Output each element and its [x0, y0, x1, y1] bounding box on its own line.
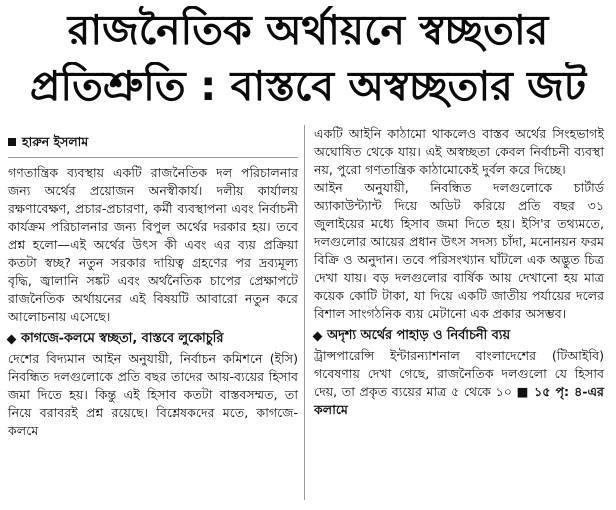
left-subhead-text: কাগজে-কলমে স্বচ্ছতা, বাস্তবে লুকোচুরি — [21, 331, 224, 346]
byline-author: হারুন ইসলাম — [22, 134, 89, 149]
byline-square-icon — [8, 138, 16, 146]
column-divider — [304, 125, 305, 500]
byline-rule — [8, 157, 298, 158]
subhead-diamond-icon — [313, 331, 323, 341]
headline-line-1: রাজনৈতিক অর্থায়নে স্বচ্ছতার — [67, 6, 549, 54]
headline-line-2: প্রতিশ্রুতি : বাস্তবে অস্বচ্ছতার জট — [29, 62, 587, 110]
right-subhead — [314, 327, 604, 345]
right-paragraph-1: একটি আইনি কাঠামো থাকলেও বাস্তব অর্থের সিংহভাগই অঘোষিত থেকে যায়। এই অস্বচ্ছতা কেবল নির্বাচনী ব্যবস্থা নয়, পুরো গণতান্ত্রিক কাঠামোকেই দুর্বল করে দিচ্ছে। — [314, 126, 604, 177]
continue-marker: ■ ১৫ পৃ: ৪-এর কলামে — [314, 384, 604, 417]
left-paragraph-1: গণতান্ত্রিক ব্যবস্থায় একটি রাজনৈতিক দল পরিচালনার জন্য অর্থের প্রয়োজন অনস্বীকার্য। দলীয় কার্যালয় রক্ষণাবেক্ষণ, প্রচার-প্রচারণা, কর্মী ব্যবস্থাপনা এবং নির্বাচনী কার্যক্রম পরিচালনার জন্য বিপুল অর্থের দরকার হয়। তবে প্রশ্ন হলো—এই অর্থের উৎস কী এবং এর ব্যয় প্রক্রিয়া কতটা স্বচ্ছ? নতুন সরকার দায়িত্ব গ্রহণের পর দ্রব্যমূল্য বৃদ্ধি, জ্বালানি সঙ্কট এবং অর্থনৈতিক চাপের প্রেক্ষাপটে রাজনৈতিক অর্থায়নের এই বিষয়টি আবারো নতুন করে আলোচনায় এসেছে। — [8, 165, 298, 324]
left-paragraph-2: দেশের বিদ্যমান আইন অনুযায়ী, নির্বাচন কমিশনে (ইসি) নিবন্ধিত দলগুলোকে প্রতি বছর তাদের আয়-ব্যয়ের হিসাব জমা দিতে হয়। কিন্তু এই হিসাব কতটা বাস্তবসম্মত, তা নিয়ে বরাবরই প্রশ্ন রয়েছে। বিশ্লেষকদের মতে, কাগজে-কলমে — [8, 351, 298, 438]
right-paragraph-3 — [314, 347, 604, 419]
left-subhead — [8, 330, 298, 348]
right-paragraph-3-text: ট্রান্সপারেন্সি ইন্টারন্যাশনাল বাংলাদেশের (টিআইবি) গবেষণায় দেখা গেছে, রাজনৈতিক দলগুলো যে হিসাব দেয়, তা প্রকৃত ব্যয়ের মাত্র ৫ থেকে ১০ — [314, 348, 604, 399]
subhead-diamond-icon — [7, 334, 17, 344]
byline — [8, 133, 298, 151]
left-column — [8, 125, 298, 440]
right-column — [314, 125, 604, 419]
right-subhead-text: অদৃশ্য অর্থের পাহাড় ও নির্বাচনী ব্যয় — [327, 328, 511, 343]
right-paragraph-2: আইন অনুযায়ী, নিবন্ধিত দলগুলোকে চার্টার্ড অ্যাকাউন্ট্যান্ট দিয়ে অডিট করিয়ে প্রতি বছর ৩১ জুলাইয়ের মধ্যে হিসাব জমা দিতে হয়। ইসি'র তথ্যমতে, দলগুলোর আয়ের প্রধান উৎস সদস্য চাঁদা, মনোনয়ন ফরম বিক্রি ও অনুদান। তবে পরিসংখ্যান ঘাঁটলে এক অদ্ভুত চিত্র দেখা যায়। বড় দলগুলোর বার্ষিক আয় দেখানো হয় মাত্র কয়েক কোটি টাকা, যা দিয়ে একটি জাতীয় পর্যায়ের দলের বিশাল সাংগঠনিক ব্যয় মেটানো এক প্রকার অসম্ভব। — [314, 180, 604, 321]
